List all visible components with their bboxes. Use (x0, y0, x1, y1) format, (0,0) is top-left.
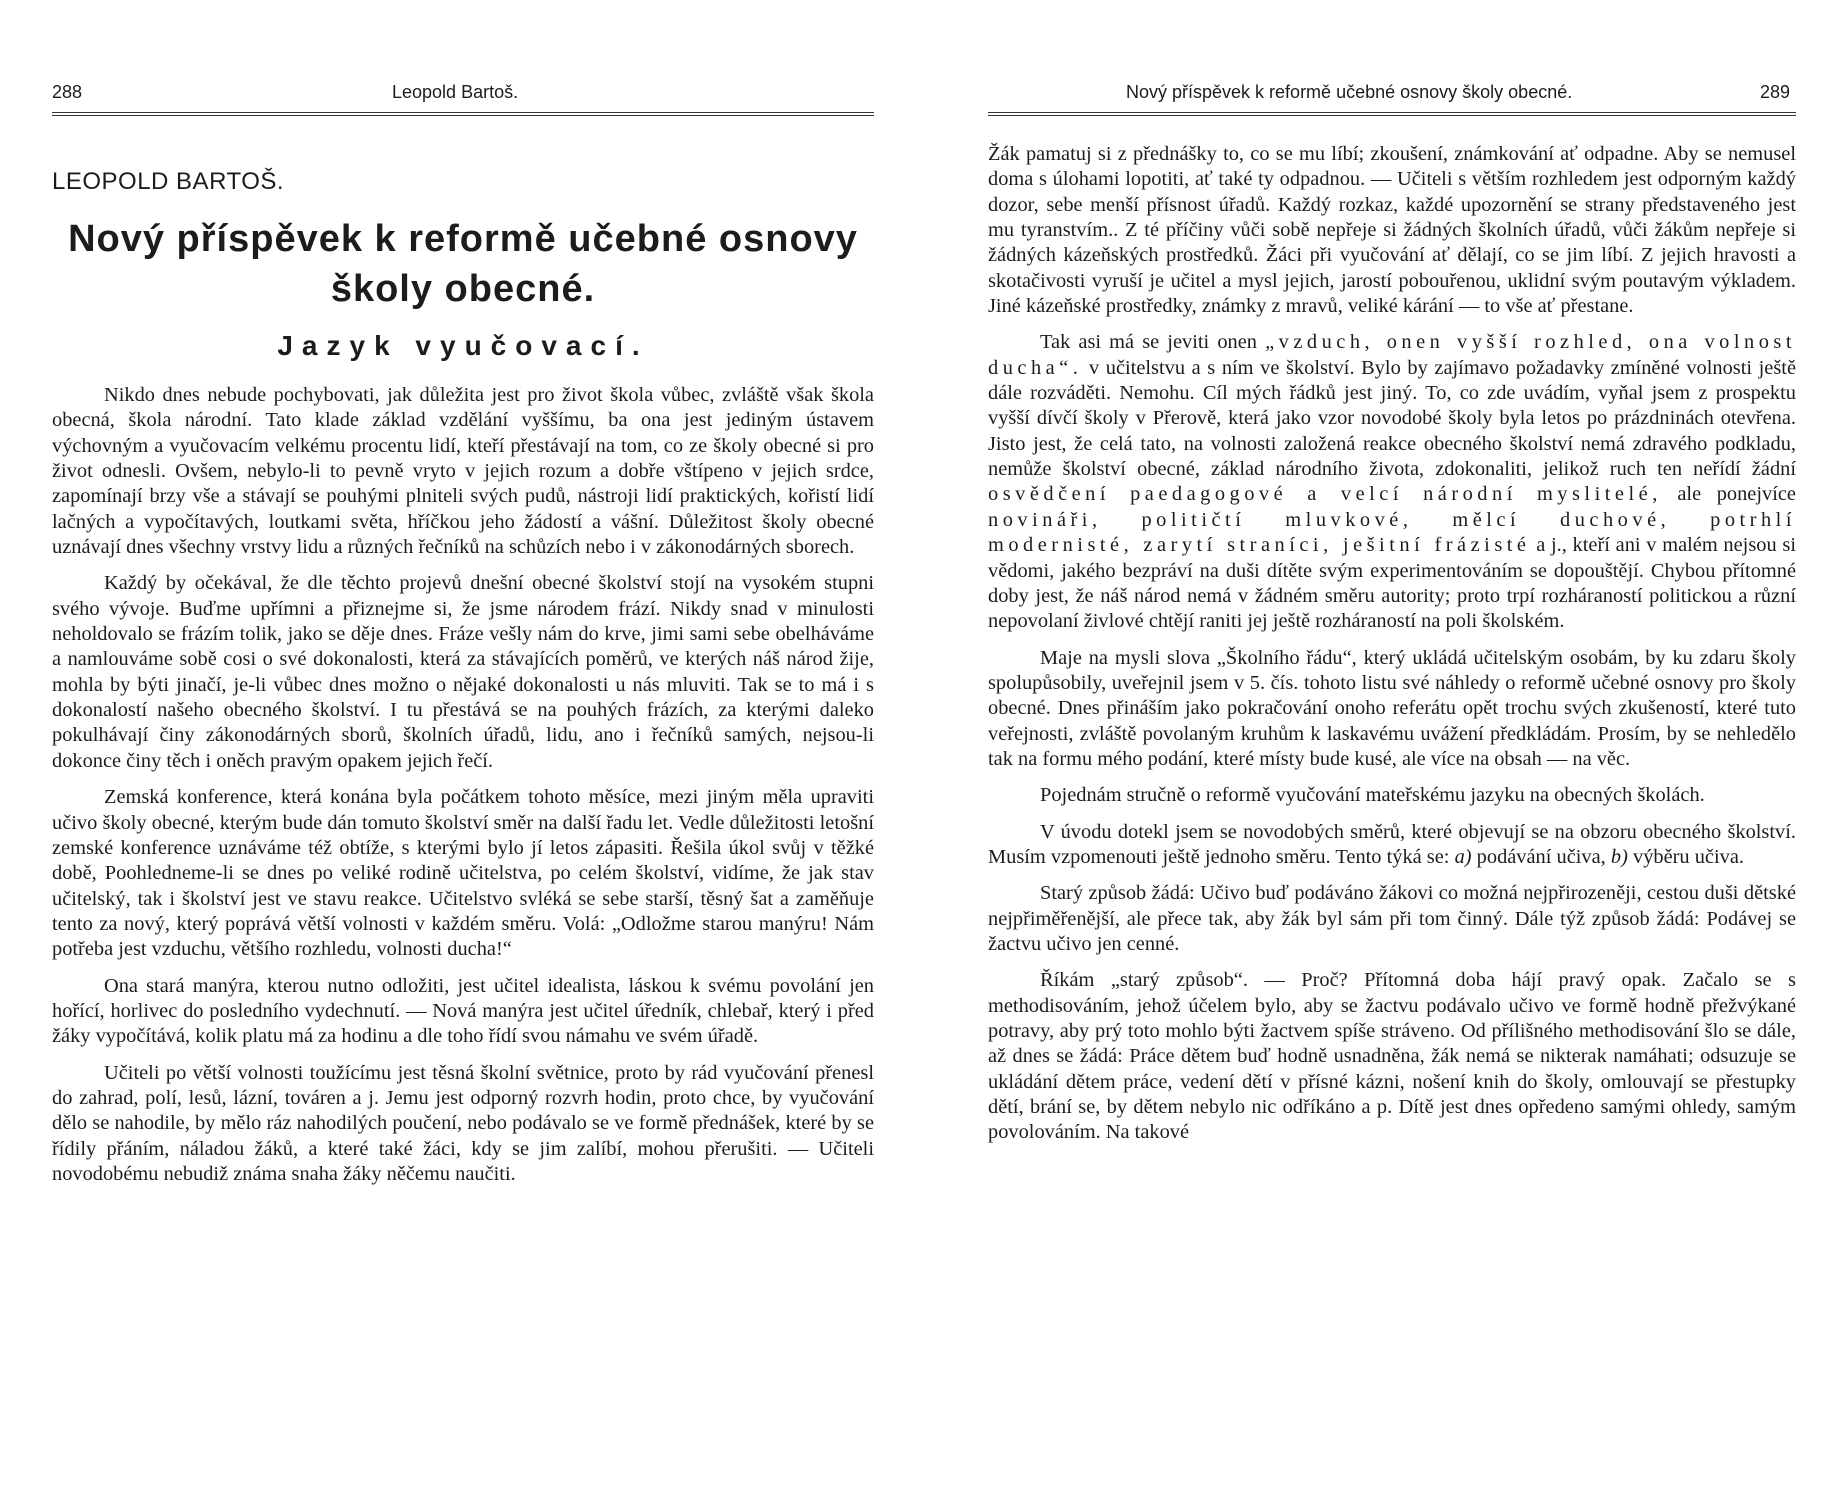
text-run: V úvodu dotekl jsem se novodobých směrů, které objevují se na obzoru obecného školství. Musím vzpomenouti ještě jednoho směru. Tento týká se: (988, 820, 1796, 868)
left-page (52, 0, 874, 1500)
right-running-head: Nový příspěvek k reformě učebné osnovy školy obecné. (1126, 82, 1573, 102)
spaced-text: „vzduch, onen vyšší rozhled, ona volnost ducha“. (988, 331, 1797, 379)
spaced-text: novináři, političtí mluvkové, mělcí duchové, potrhlí modernisté, zarytí straníci, ješitní frázisté (988, 508, 1796, 557)
text-run: ale ponejvíce (1677, 483, 1796, 506)
left-running-head: Leopold Bartoš. (392, 82, 519, 102)
paragraph: Maje na mysli slova „Školního řádu“, který ukládá učitelským osobám, by ku zdaru školy spolupůsobily, uveřejnil jsem v 5. čís. tohoto listu své náhledy o reformě učebné osnovy pro školy obecné. Dnes přináším jako pokračování onoho referátu opět trochu svých zkušeností, které tuto veřejnosti, zvláště povolaným kruhům k laskavému uvážení předkládám. Prosím, by se nehledělo tak na formu mého podání, které místy bude kusé, ale více na obsah — na věc. (988, 646, 1796, 770)
text-run: podávání učiva, (1476, 845, 1606, 868)
spaced-text: osvědčení paedagogové a velcí národní myslitelé, (988, 483, 1662, 506)
article-title (52, 214, 874, 314)
italic-text: a) (1454, 845, 1472, 868)
article-title-line2: školy obecné. (330, 268, 596, 310)
author-name: LEOPOLD BARTOŠ. (52, 168, 285, 195)
text-run: v učitelstvu a s ním ve školství. Bylo by zajímavo požadavky zmíněné volnosti ještě dále rozváděti. Nemohu. Cíl mých řádků jest jiný. To, co zde uvádím, vyňal jsem z prospektu vyšší dívčí školy v Přerově, která jako vzor novodobé školy byla letos po prázdninách otevřena. Jisto jest, že celá tato, na volnosti založená reakce obecného školství nemá zdravého podkladu, nemůže školství obecné, základ národního života, zdokonaliti, jelikož ruch ten neřídí žádní (988, 356, 1796, 481)
italic-text: b) (1610, 845, 1628, 868)
paragraph (988, 820, 1796, 871)
paragraph: Ona stará manýra, kterou nutno odložiti, jest učitel idealista, láskou k svému povolání jen hořící, horlivec do posledního vydechnutí. — Nová manýra jest učitel úředník, chlebař, který i před žáky vypočítává, kolik platu má za hodinu a dle toho řídí svou námahu ve svém úřadě. (52, 974, 874, 1048)
right-page-number: 289 (1759, 82, 1790, 102)
paragraph: Žák pamatuj si z přednášky to, co se mu líbí; zkoušení, známkování ať odpadne. Aby se nemusel doma s úlohami lopotiti, ať také ty odpadnou. — Učiteli s větším rozhledem jest odporným každý dozor, sebe menší přísnost úřadů. Každý rozkaz, každé upozornění se strany představeného jest mu tyranstvím.. Z té příčiny vůči sobě nepřeje si žádných školních úřadů, vůči žákům nepřeje si žádných kázeňských prostředků. Žáci při vyučování ať dělají, co se jim líbí. Z jejich hravosti a skotačivosti vyruší je učitel a mysl jejich, jarostí pobouřenou, uklidní svým poutavým výkladem. Jiné kázeňské prostředky, známky z mravů, veliké kárání — to vše ať přestane. (988, 143, 1796, 318)
left-header-rule (52, 112, 874, 116)
right-page (988, 0, 1796, 1500)
right-header-rule (988, 112, 1796, 116)
left-page-number: 288 (52, 82, 83, 102)
right-body-text (988, 142, 1796, 1157)
paragraph: Pojednám stručně o reformě vyučování mateřskému jazyku na obecných školách. (1040, 784, 1705, 807)
paragraph (988, 330, 1796, 634)
paragraph: Učiteli po větší volnosti toužícímu jest těsná školní světnice, proto by rád vyučování přenesl do zahrad, polí, lesů, lázní, továren a j. Jemu jest odporný rozvrh hodin, proto chce, by vyučování dělo se nahodile, by mělo ráz nahodilých poučení, nebo podávalo se ve formě přednášek, které by se řídily přáním, náladou žáků, a které také žáci, kdy se jim zalíbí, mohou přerušiti. — Učiteli novodobému nebudiž známa snaha žáky něčemu naučiti. (52, 1061, 874, 1185)
paragraph: Starý způsob žádá: Učivo buď podáváno žákovi co možná nejpřirozeněji, cestou duši dětské nejpřiměřenější, ale přece tak, aby žák byl sám při tom činný. Dále týž způsob žádá: Podávej se žactvu učivo jen cenné. (988, 882, 1796, 955)
text-run: Tak asi má se jeviti onen (1040, 331, 1257, 354)
paragraph: Říkám „starý způsob“. — Proč? Přítomná doba hájí pravý opak. Začalo se s methodisováním, jehož účelem bylo, aby se žactvu podávalo učivo ve formě hodně přežvýkané potravy, aby prý toto mohlo býti žactvem spíše stráveno. Od přílišného methodisování šlo se dále, až dnes se žádá: Práce dětem buď hodně usnadněna, žák nemá se nikterak namáhati; odsuzuje se ukládání dětem práce, vedení dětí v přísné kázni, nošení knih do školy, omlouvají se přestupky dětí, brání se, by dětem nebylo nic odříkáno a p. Dítě jest dnes opředeno samými ohledy, samým povolováním. Na takové (988, 969, 1796, 1144)
text-run: a j., kteří ani v malém nejsou si vědomi, jakého bezpráví na duši dítěte svým experimentováním se dopouštějí. Chybou přítomné doby jest, že náš národ nemá v žádném směru autority; proto trpí rozháraností politickou a různí nepovolaní živlové chtějí raniti jej ještě rozháraností na poli školském. (988, 534, 1796, 633)
right-running-header (988, 82, 1796, 114)
text-run: výběru učiva. (1633, 845, 1744, 868)
paragraph: Každý by očekával, že dle těchto projevů dnešní obecné školství stojí na vysokém stupni svého vývoje. Buďme upřímni a přiznejme si, že jsme národem frází. Nikdy snad v minulosti neholdovalo se frázím tolik, jako se děje dnes. Fráze vešly nám do krve, jimi sami sebe obelháváme a namlouváme sobě cosi o své dokonalosti, která za stávajících poměrů, ve kterých náš národ žije, mohla by býti jinačí, je-li vůbec dnes možno o nějaké dokonalosti u nás mluviti. Tak se to má i s dokonalostí našeho obecného školství. I tu přestává se na pouhých frázích, za kterými daleko pokulhávají činy zákonodárných sborů, školních úřadů, lidu, ano i řečníků samých, nejsou-li dokonce činy těch i oněch pravým opakem jejich řečí. (52, 572, 874, 772)
left-body-text (52, 383, 874, 1198)
section-title: Jazyk vyučovací. (277, 330, 649, 361)
paragraph: Zemská konference, která konána byla počátkem tohoto měsíce, mezi jiným měla upraviti učivo školy obecné, kterým bude dán tomuto školství směr na další řadu let. Vedle důležitosti letošní zemské konference uznáváme též obtíže, s kterými bylo jí letos zápasiti. Řešila úkol svůj v těžké době, Poohledneme-li se dnes po veliké rodině učitelstva, po celém školství, vidíme, že jak stav učitelský, tak i školství jest ve stavu reakce. Učitelstvo svléká se sebe starší, těsný šat a zaměňuje tento za nový, který poprává větší volnosti v každém směru. Volá: „Odložme starou manýru! Nám potřeba jest vzduchu, většího rozhledu, volnosti ducha!“ (52, 786, 874, 961)
left-running-header (52, 82, 874, 114)
paragraph: Nikdo dnes nebude pochybovati, jak důležita jest pro život škola vůbec, zvláště však škola obecná, škola národní. Tato klade základ vzdělání vyššímu, ba ona jest jediným ústavem výchovným a vyučovacím velkému procentu lidí, kteří přestávají na tom, co ze školy obecné si pro život odnesli. Ovšem, nebylo-li to pevně vryto v jejich rozum a dobře vštípeno v jejich srdce, zapomínají brzy vše a stávají se pouhými plniteli svých pudů, nástroji lidí praktických, kořistí lidí lačných a vypočítavých, loutkami světa, hříčkou jeho žádostí a vášní. Důležitost školy obecné uznávají dnes všechny vrstvy lidu a různých řečníků na schůzích nebo i v zákonodárných sborech. (52, 384, 874, 559)
article-title-line1: Nový příspěvek k reformě učebné osnovy (68, 218, 858, 260)
